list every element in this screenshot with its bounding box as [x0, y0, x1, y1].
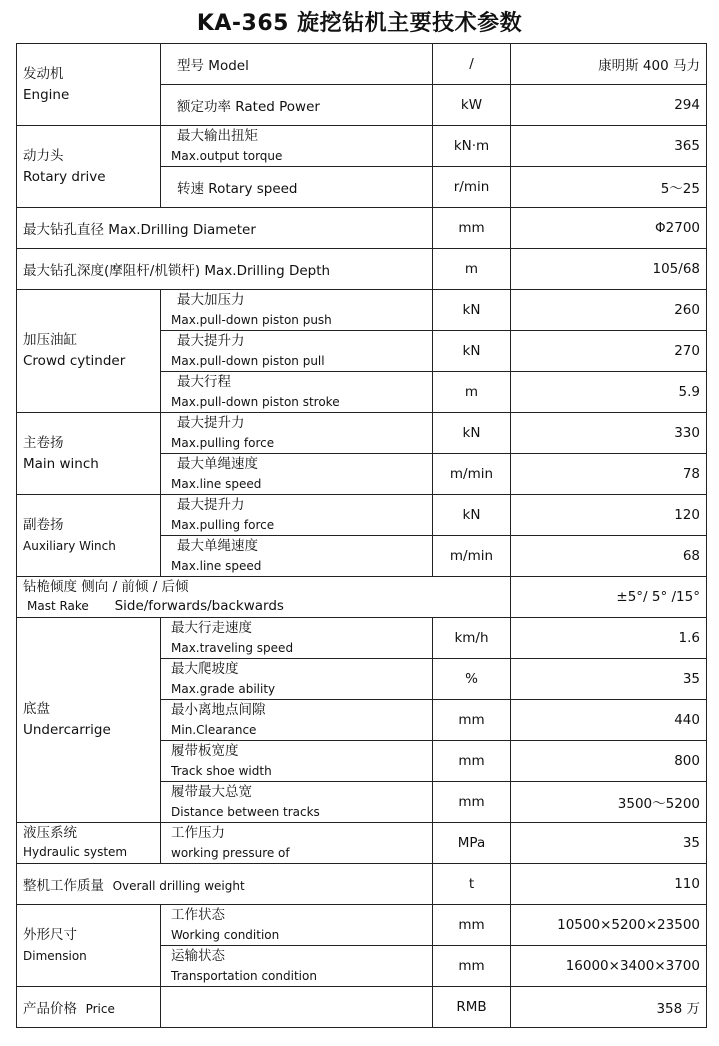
param-value: 800	[511, 741, 707, 782]
param-label	[161, 413, 433, 454]
param-label-cn: 履带板宽度	[171, 743, 239, 759]
param-value: 358 万	[511, 987, 707, 1028]
param-label	[161, 905, 433, 946]
group-undercarriage	[17, 618, 161, 823]
param-label	[161, 741, 433, 782]
group-label-cn: 加压油缸	[23, 332, 77, 348]
group-label-cn: 动力头	[23, 147, 64, 164]
param-label-en: Max.line speed	[171, 559, 262, 573]
param-label-cn: 工作压力	[171, 825, 225, 841]
group-aux-winch	[17, 495, 161, 577]
param-value: 105/68	[511, 249, 707, 290]
group-label-en: Rotary drive	[23, 168, 106, 185]
param-label	[161, 700, 433, 741]
empty-cell	[161, 987, 433, 1028]
group-label-en: Crowd cytinder	[23, 353, 126, 369]
param-label-cn: 最大单绳速度	[177, 538, 258, 554]
param-unit: mm	[433, 208, 511, 249]
param-value: 365	[511, 126, 707, 167]
param-label	[17, 577, 511, 618]
group-label-cn: 副卷扬	[23, 516, 64, 533]
param-value: 440	[511, 700, 707, 741]
param-label	[161, 536, 433, 577]
param-label-cn: 最大提升力	[177, 415, 245, 431]
param-label-cn: 工作状态	[171, 907, 225, 923]
param-label	[161, 618, 433, 659]
mast-label-en	[23, 597, 504, 616]
param-label-cn: 产品价格	[23, 1001, 77, 1017]
param-label-en: Track shoe width	[171, 764, 272, 778]
table-row	[17, 413, 707, 454]
table-row	[17, 618, 707, 659]
param-unit: m/min	[433, 536, 511, 577]
param-value: 3500～5200	[511, 782, 707, 823]
param-label	[17, 864, 433, 905]
param-unit: kN	[433, 331, 511, 372]
param-unit: r/min	[433, 167, 511, 208]
param-label-en: Max.pull-down piston stroke	[171, 395, 340, 409]
table-row	[17, 987, 707, 1028]
param-value: 294	[511, 85, 707, 126]
group-label-cn: 主卷扬	[23, 434, 64, 451]
group-label-en: Engine	[23, 86, 70, 103]
param-unit: kN	[433, 495, 511, 536]
param-label-en: Max.pull-down piston pull	[171, 354, 325, 368]
group-label-cn: 底盘	[23, 701, 50, 717]
param-label-cn: 履带最大总宽	[171, 784, 252, 800]
param-label-cn: 最大单绳速度	[177, 456, 258, 472]
param-label-cn: 最大加压力	[177, 292, 245, 308]
param-value: 270	[511, 331, 707, 372]
group-label-cn: 液压系统	[23, 825, 77, 841]
param-label	[161, 372, 433, 413]
table-row	[17, 905, 707, 946]
param-value: 5～25	[511, 167, 707, 208]
table-row	[17, 577, 707, 618]
mast-label-directions: Side/forwards/backwards	[114, 598, 284, 614]
param-label-cn: 最大输出扭矩	[177, 128, 258, 144]
param-unit: /	[433, 44, 511, 85]
group-label-en: Undercarrige	[23, 722, 111, 738]
param-value: 康明斯 400 马力	[511, 44, 707, 85]
param-label: 转速 Rotary speed	[161, 167, 433, 208]
param-label-en: Max.grade ability	[171, 682, 276, 696]
group-rotary	[17, 126, 161, 208]
param-label	[161, 495, 433, 536]
param-value: 120	[511, 495, 707, 536]
param-label-en: Price	[85, 1002, 115, 1016]
group-label-en: Main winch	[23, 455, 99, 472]
group-engine	[17, 44, 161, 126]
param-unit: m/min	[433, 454, 511, 495]
param-label-en: Max.pull-down piston push	[171, 313, 332, 327]
table-row	[17, 290, 707, 331]
page-title: KA-365 旋挖钻机主要技术参数	[196, 11, 523, 36]
param-value: 35	[511, 823, 707, 864]
param-unit: kN·m	[433, 126, 511, 167]
param-unit: m	[433, 249, 511, 290]
param-value: 16000×3400×3700	[511, 946, 707, 987]
group-label-cn: 外形尺寸	[23, 926, 77, 943]
param-unit: mm	[433, 741, 511, 782]
param-value: 110	[511, 864, 707, 905]
param-label-en: working pressure of	[171, 846, 290, 860]
param-unit: kN	[433, 290, 511, 331]
param-label: 额定功率 Rated Power	[161, 85, 433, 126]
param-label: 最大钻孔深度(摩阻杆/机锁杆) Max.Drilling Depth	[17, 249, 433, 290]
param-unit: kN	[433, 413, 511, 454]
param-label-en: Working condition	[171, 928, 280, 942]
param-unit: %	[433, 659, 511, 700]
param-label-en: Max.line speed	[171, 477, 262, 491]
param-label-en: Max.pulling force	[171, 436, 275, 450]
param-value: 1.6	[511, 618, 707, 659]
group-label-en: Dimension	[23, 948, 87, 963]
param-label	[161, 454, 433, 495]
param-label-en: Min.Clearance	[171, 723, 257, 737]
param-label-en: Distance between tracks	[171, 805, 320, 819]
param-unit: RMB	[433, 987, 511, 1028]
mast-label-small: Mast Rake	[27, 599, 89, 613]
param-label-cn: 整机工作质量	[23, 878, 104, 894]
param-label-cn: 最大提升力	[177, 333, 245, 349]
param-value: 5.9	[511, 372, 707, 413]
param-unit: MPa	[433, 823, 511, 864]
param-label: 最大钻孔直径 Max.Drilling Diameter	[17, 208, 433, 249]
param-unit: mm	[433, 700, 511, 741]
mast-label-cn: 钻桅倾度 侧向 / 前倾 / 后倾	[23, 579, 189, 595]
param-label-cn: 最大行走速度	[171, 620, 252, 636]
param-label-cn: 最大行程	[177, 374, 231, 390]
param-value: Φ2700	[511, 208, 707, 249]
param-label	[161, 290, 433, 331]
table-row	[17, 208, 707, 249]
param-label-cn: 最大爬坡度	[171, 661, 239, 677]
param-label-en: Overall drilling weight	[112, 879, 245, 893]
param-label-cn: 最小离地点间隙	[171, 702, 266, 718]
param-value: 330	[511, 413, 707, 454]
group-main-winch	[17, 413, 161, 495]
group-dimension	[17, 905, 161, 987]
table-row	[17, 249, 707, 290]
group-label-cn: 发动机	[23, 65, 64, 82]
param-label-en: Max.pulling force	[171, 518, 275, 532]
param-unit: kW	[433, 85, 511, 126]
table-row	[17, 823, 707, 864]
param-label: 型号 Model	[161, 44, 433, 85]
table-row	[17, 44, 707, 85]
group-label-en: Hydraulic system	[23, 845, 128, 859]
param-label	[161, 126, 433, 167]
param-value: 35	[511, 659, 707, 700]
table-row	[17, 126, 707, 167]
param-label	[17, 987, 161, 1028]
param-value: 10500×5200×23500	[511, 905, 707, 946]
param-value: 68	[511, 536, 707, 577]
group-hydraulic	[17, 823, 161, 864]
param-value: 260	[511, 290, 707, 331]
table-row	[17, 864, 707, 905]
param-label-cn: 最大提升力	[177, 497, 245, 513]
param-label-en: Max.traveling speed	[171, 641, 294, 655]
param-label-en: Max.output torque	[171, 149, 283, 163]
table-row	[17, 495, 707, 536]
param-label-cn: 运输状态	[171, 948, 225, 964]
param-unit: t	[433, 864, 511, 905]
param-unit: m	[433, 372, 511, 413]
param-unit: mm	[433, 782, 511, 823]
param-label	[161, 782, 433, 823]
param-unit: km/h	[433, 618, 511, 659]
param-value: 78	[511, 454, 707, 495]
param-label	[161, 946, 433, 987]
group-label-en: Auxiliary Winch	[23, 538, 116, 553]
param-unit: mm	[433, 946, 511, 987]
spec-table	[16, 43, 707, 1028]
group-crowd	[17, 290, 161, 413]
param-unit: mm	[433, 905, 511, 946]
param-label	[161, 823, 433, 864]
param-label-en: Transportation condition	[171, 969, 317, 983]
param-label	[161, 331, 433, 372]
param-label	[161, 659, 433, 700]
param-value: ±5°/ 5° /15°	[511, 577, 707, 618]
